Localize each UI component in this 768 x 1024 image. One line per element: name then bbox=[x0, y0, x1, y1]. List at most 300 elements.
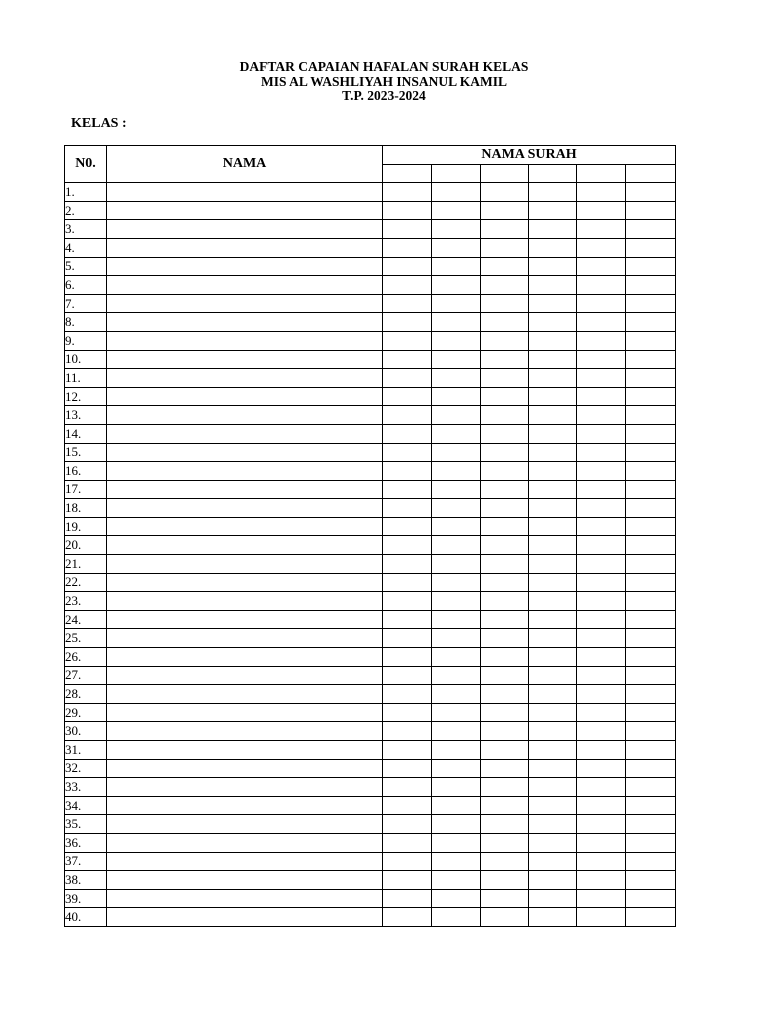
surah-cell bbox=[432, 183, 481, 202]
nama-cell bbox=[107, 294, 383, 313]
surah-cell bbox=[626, 871, 676, 890]
row-number: 33. bbox=[65, 778, 107, 797]
surah-cell bbox=[529, 276, 577, 295]
surah-cell bbox=[529, 796, 577, 815]
surah-cell bbox=[577, 480, 626, 499]
surah-cell bbox=[577, 852, 626, 871]
surah-cell bbox=[577, 220, 626, 239]
row-number: 21. bbox=[65, 555, 107, 574]
surah-cell bbox=[529, 369, 577, 388]
nama-cell bbox=[107, 648, 383, 667]
row-number: 6. bbox=[65, 276, 107, 295]
surah-cell bbox=[626, 796, 676, 815]
nama-cell bbox=[107, 313, 383, 332]
surah-cell bbox=[529, 201, 577, 220]
surah-cell bbox=[577, 889, 626, 908]
nama-cell bbox=[107, 871, 383, 890]
table-row bbox=[65, 778, 676, 797]
surah-cell bbox=[383, 833, 432, 852]
surah-cell bbox=[383, 889, 432, 908]
nama-cell bbox=[107, 331, 383, 350]
nama-cell bbox=[107, 573, 383, 592]
surah-cell bbox=[577, 201, 626, 220]
surah-cell bbox=[529, 666, 577, 685]
surah-cell bbox=[432, 722, 481, 741]
row-number: 3. bbox=[65, 220, 107, 239]
table-row bbox=[65, 908, 676, 927]
surah-cell bbox=[626, 815, 676, 834]
surah-cell bbox=[383, 666, 432, 685]
surah-cell bbox=[626, 536, 676, 555]
row-number: 39. bbox=[65, 889, 107, 908]
row-number: 11. bbox=[65, 369, 107, 388]
nama-cell bbox=[107, 796, 383, 815]
surah-cell bbox=[577, 871, 626, 890]
table-row bbox=[65, 759, 676, 778]
surah-cell bbox=[432, 238, 481, 257]
surah-cell bbox=[432, 555, 481, 574]
nama-cell bbox=[107, 666, 383, 685]
table-row bbox=[65, 406, 676, 425]
row-number: 31. bbox=[65, 741, 107, 760]
surah-cell bbox=[481, 889, 529, 908]
surah-cell bbox=[432, 443, 481, 462]
row-number: 18. bbox=[65, 499, 107, 518]
surah-cell bbox=[481, 294, 529, 313]
surah-cell bbox=[383, 201, 432, 220]
surah-cell bbox=[481, 406, 529, 425]
surah-cell bbox=[529, 815, 577, 834]
surah-cell bbox=[577, 741, 626, 760]
surah-cell bbox=[529, 833, 577, 852]
table-row bbox=[65, 331, 676, 350]
surah-cell bbox=[432, 480, 481, 499]
nama-cell bbox=[107, 759, 383, 778]
surah-cell bbox=[529, 629, 577, 648]
surah-cell bbox=[529, 443, 577, 462]
surah-cell bbox=[626, 443, 676, 462]
surah-cell bbox=[577, 387, 626, 406]
surah-cell bbox=[383, 462, 432, 481]
surah-cell bbox=[626, 852, 676, 871]
surah-cell bbox=[383, 443, 432, 462]
document-header bbox=[0, 60, 768, 104]
surah-cell bbox=[481, 741, 529, 760]
surah-cell bbox=[432, 220, 481, 239]
table-row bbox=[65, 201, 676, 220]
row-number: 40. bbox=[65, 908, 107, 927]
row-number: 7. bbox=[65, 294, 107, 313]
surah-cell bbox=[577, 406, 626, 425]
row-number: 15. bbox=[65, 443, 107, 462]
surah-cell bbox=[577, 759, 626, 778]
row-number: 38. bbox=[65, 871, 107, 890]
surah-cell bbox=[383, 220, 432, 239]
surah-cell bbox=[481, 555, 529, 574]
nama-cell bbox=[107, 201, 383, 220]
surah-cell bbox=[481, 517, 529, 536]
row-number: 9. bbox=[65, 331, 107, 350]
surah-cell bbox=[432, 536, 481, 555]
surah-cell bbox=[432, 424, 481, 443]
table-row bbox=[65, 833, 676, 852]
table-row bbox=[65, 424, 676, 443]
surah-cell bbox=[481, 183, 529, 202]
nama-cell bbox=[107, 629, 383, 648]
surah-cell bbox=[529, 424, 577, 443]
surah-cell bbox=[383, 629, 432, 648]
surah-cell bbox=[529, 703, 577, 722]
surah-cell bbox=[626, 517, 676, 536]
surah-cell bbox=[383, 183, 432, 202]
surah-cell bbox=[481, 536, 529, 555]
surah-cell bbox=[529, 889, 577, 908]
surah-cell bbox=[383, 871, 432, 890]
surah-cell bbox=[529, 257, 577, 276]
nama-cell bbox=[107, 685, 383, 704]
table-row bbox=[65, 387, 676, 406]
surah-cell bbox=[383, 369, 432, 388]
table-row bbox=[65, 220, 676, 239]
surah-cell bbox=[432, 499, 481, 518]
table-row bbox=[65, 350, 676, 369]
surah-cell bbox=[481, 871, 529, 890]
surah-cell bbox=[481, 369, 529, 388]
surah-cell bbox=[383, 276, 432, 295]
row-number: 17. bbox=[65, 480, 107, 499]
surah-cell bbox=[626, 238, 676, 257]
surah-cell bbox=[626, 778, 676, 797]
table-row bbox=[65, 443, 676, 462]
table-row bbox=[65, 480, 676, 499]
surah-cell bbox=[577, 313, 626, 332]
title-line-1: DAFTAR CAPAIAN HAFALAN SURAH KELAS bbox=[239, 59, 529, 74]
surah-cell bbox=[529, 592, 577, 611]
surah-cell bbox=[529, 350, 577, 369]
surah-cell bbox=[432, 908, 481, 927]
surah-cell bbox=[481, 573, 529, 592]
surah-cell bbox=[432, 629, 481, 648]
surah-cell bbox=[577, 499, 626, 518]
nama-cell bbox=[107, 238, 383, 257]
surah-cell bbox=[577, 703, 626, 722]
surah-cell bbox=[383, 313, 432, 332]
surah-cell bbox=[577, 555, 626, 574]
surah-cell bbox=[383, 536, 432, 555]
surah-cell bbox=[383, 573, 432, 592]
hafalan-table bbox=[64, 145, 676, 927]
surah-cell bbox=[383, 517, 432, 536]
nama-cell bbox=[107, 387, 383, 406]
surah-cell bbox=[481, 815, 529, 834]
row-number: 16. bbox=[65, 462, 107, 481]
row-number: 12. bbox=[65, 387, 107, 406]
table-row bbox=[65, 852, 676, 871]
surah-cell bbox=[383, 759, 432, 778]
table-row bbox=[65, 722, 676, 741]
surah-cell bbox=[432, 759, 481, 778]
surah-cell bbox=[432, 666, 481, 685]
surah-cell bbox=[626, 220, 676, 239]
surah-cell bbox=[626, 573, 676, 592]
surah-cell bbox=[577, 722, 626, 741]
row-number: 4. bbox=[65, 238, 107, 257]
table-row bbox=[65, 536, 676, 555]
surah-cell bbox=[481, 313, 529, 332]
surah-cell bbox=[432, 648, 481, 667]
surah-cell bbox=[529, 462, 577, 481]
nama-cell bbox=[107, 610, 383, 629]
surah-cell bbox=[432, 741, 481, 760]
nama-cell bbox=[107, 499, 383, 518]
table-row bbox=[65, 276, 676, 295]
surah-cell bbox=[481, 480, 529, 499]
table-row bbox=[65, 573, 676, 592]
surah-cell bbox=[529, 220, 577, 239]
surah-cell bbox=[432, 796, 481, 815]
nama-cell bbox=[107, 741, 383, 760]
surah-subcolumn bbox=[432, 164, 481, 183]
surah-cell bbox=[432, 517, 481, 536]
row-number: 36. bbox=[65, 833, 107, 852]
table-row bbox=[65, 313, 676, 332]
surah-cell bbox=[626, 833, 676, 852]
nama-cell bbox=[107, 722, 383, 741]
surah-cell bbox=[383, 350, 432, 369]
surah-cell bbox=[626, 257, 676, 276]
surah-cell bbox=[432, 778, 481, 797]
surah-cell bbox=[481, 276, 529, 295]
surah-cell bbox=[529, 406, 577, 425]
surah-cell bbox=[626, 741, 676, 760]
surah-cell bbox=[383, 815, 432, 834]
table-row bbox=[65, 648, 676, 667]
surah-cell bbox=[626, 629, 676, 648]
surah-cell bbox=[481, 387, 529, 406]
surah-cell bbox=[577, 536, 626, 555]
row-number: 27. bbox=[65, 666, 107, 685]
table-row bbox=[65, 703, 676, 722]
surah-cell bbox=[481, 424, 529, 443]
surah-cell bbox=[529, 387, 577, 406]
surah-cell bbox=[626, 201, 676, 220]
surah-cell bbox=[529, 759, 577, 778]
surah-cell bbox=[383, 331, 432, 350]
surah-cell bbox=[577, 778, 626, 797]
surah-cell bbox=[481, 685, 529, 704]
surah-cell bbox=[383, 424, 432, 443]
surah-cell bbox=[626, 350, 676, 369]
row-number: 32. bbox=[65, 759, 107, 778]
surah-cell bbox=[626, 294, 676, 313]
surah-cell bbox=[626, 889, 676, 908]
table-row bbox=[65, 815, 676, 834]
surah-cell bbox=[577, 629, 626, 648]
surah-cell bbox=[577, 685, 626, 704]
surah-cell bbox=[432, 573, 481, 592]
surah-cell bbox=[481, 462, 529, 481]
surah-cell bbox=[529, 722, 577, 741]
surah-cell bbox=[383, 257, 432, 276]
surah-cell bbox=[481, 852, 529, 871]
surah-cell bbox=[626, 703, 676, 722]
nama-cell bbox=[107, 369, 383, 388]
row-number: 13. bbox=[65, 406, 107, 425]
surah-cell bbox=[626, 610, 676, 629]
surah-cell bbox=[626, 685, 676, 704]
surah-cell bbox=[432, 369, 481, 388]
surah-cell bbox=[626, 648, 676, 667]
surah-cell bbox=[529, 183, 577, 202]
surah-cell bbox=[529, 741, 577, 760]
surah-cell bbox=[481, 629, 529, 648]
surah-cell bbox=[626, 480, 676, 499]
kelas-label: KELAS : bbox=[71, 116, 127, 131]
title-line-2: MIS AL WASHLIYAH INSANUL KAMIL bbox=[260, 73, 508, 89]
surah-cell bbox=[383, 480, 432, 499]
surah-subcolumn bbox=[529, 164, 577, 183]
surah-cell bbox=[529, 499, 577, 518]
surah-cell bbox=[529, 536, 577, 555]
table-row bbox=[65, 462, 676, 481]
table-row bbox=[65, 499, 676, 518]
surah-cell bbox=[626, 331, 676, 350]
surah-cell bbox=[432, 350, 481, 369]
surah-cell bbox=[577, 276, 626, 295]
surah-cell bbox=[626, 908, 676, 927]
row-number: 30. bbox=[65, 722, 107, 741]
surah-cell bbox=[529, 294, 577, 313]
surah-cell bbox=[577, 796, 626, 815]
surah-cell bbox=[432, 294, 481, 313]
surah-cell bbox=[577, 666, 626, 685]
table-row bbox=[65, 294, 676, 313]
surah-cell bbox=[626, 555, 676, 574]
surah-cell bbox=[626, 313, 676, 332]
surah-cell bbox=[577, 183, 626, 202]
surah-cell bbox=[626, 387, 676, 406]
surah-cell bbox=[383, 685, 432, 704]
nama-cell bbox=[107, 406, 383, 425]
surah-cell bbox=[383, 778, 432, 797]
surah-cell bbox=[432, 685, 481, 704]
table-row bbox=[65, 666, 676, 685]
surah-cell bbox=[432, 610, 481, 629]
surah-cell bbox=[481, 833, 529, 852]
table-row bbox=[65, 369, 676, 388]
nama-cell bbox=[107, 424, 383, 443]
surah-cell bbox=[383, 387, 432, 406]
table-body bbox=[65, 183, 676, 927]
surah-cell bbox=[481, 499, 529, 518]
surah-cell bbox=[577, 369, 626, 388]
nama-cell bbox=[107, 350, 383, 369]
row-number: 5. bbox=[65, 257, 107, 276]
table-row bbox=[65, 555, 676, 574]
surah-cell bbox=[481, 350, 529, 369]
surah-cell bbox=[481, 796, 529, 815]
surah-cell bbox=[529, 648, 577, 667]
row-number: 10. bbox=[65, 350, 107, 369]
table-row bbox=[65, 592, 676, 611]
table-row bbox=[65, 238, 676, 257]
surah-cell bbox=[481, 257, 529, 276]
column-header-no: N0. bbox=[65, 146, 107, 183]
row-number: 34. bbox=[65, 796, 107, 815]
surah-cell bbox=[383, 852, 432, 871]
surah-cell bbox=[577, 833, 626, 852]
surah-cell bbox=[481, 648, 529, 667]
nama-cell bbox=[107, 480, 383, 499]
surah-cell bbox=[383, 592, 432, 611]
surah-cell bbox=[432, 815, 481, 834]
surah-cell bbox=[529, 778, 577, 797]
surah-cell bbox=[432, 201, 481, 220]
table-row bbox=[65, 629, 676, 648]
surah-cell bbox=[529, 871, 577, 890]
table-row bbox=[65, 183, 676, 202]
table-row bbox=[65, 741, 676, 760]
row-number: 25. bbox=[65, 629, 107, 648]
table-row bbox=[65, 517, 676, 536]
surah-subcolumn bbox=[383, 164, 432, 183]
surah-cell bbox=[383, 722, 432, 741]
surah-cell bbox=[529, 555, 577, 574]
nama-cell bbox=[107, 908, 383, 927]
row-number: 14. bbox=[65, 424, 107, 443]
surah-cell bbox=[529, 238, 577, 257]
surah-cell bbox=[481, 201, 529, 220]
nama-cell bbox=[107, 815, 383, 834]
surah-cell bbox=[626, 666, 676, 685]
nama-cell bbox=[107, 555, 383, 574]
surah-cell bbox=[626, 183, 676, 202]
nama-cell bbox=[107, 778, 383, 797]
surah-subcolumn bbox=[577, 164, 626, 183]
row-number: 8. bbox=[65, 313, 107, 332]
column-header-nama: NAMA bbox=[107, 146, 383, 183]
surah-cell bbox=[529, 852, 577, 871]
surah-cell bbox=[529, 480, 577, 499]
surah-cell bbox=[383, 908, 432, 927]
surah-cell bbox=[481, 610, 529, 629]
surah-cell bbox=[529, 313, 577, 332]
surah-cell bbox=[432, 331, 481, 350]
surah-cell bbox=[626, 424, 676, 443]
surah-subcolumn bbox=[626, 164, 676, 183]
surah-cell bbox=[432, 276, 481, 295]
surah-cell bbox=[432, 406, 481, 425]
title-line-3: T.P. 2023-2024 bbox=[342, 88, 426, 103]
surah-cell bbox=[577, 238, 626, 257]
nama-cell bbox=[107, 183, 383, 202]
surah-cell bbox=[481, 220, 529, 239]
surah-cell bbox=[626, 276, 676, 295]
surah-cell bbox=[481, 908, 529, 927]
surah-cell bbox=[383, 610, 432, 629]
nama-cell bbox=[107, 852, 383, 871]
surah-cell bbox=[529, 517, 577, 536]
table-row bbox=[65, 796, 676, 815]
row-number: 26. bbox=[65, 648, 107, 667]
row-number: 22. bbox=[65, 573, 107, 592]
row-number: 37. bbox=[65, 852, 107, 871]
surah-cell bbox=[626, 759, 676, 778]
surah-cell bbox=[529, 573, 577, 592]
surah-cell bbox=[432, 703, 481, 722]
surah-cell bbox=[529, 685, 577, 704]
table-row bbox=[65, 610, 676, 629]
